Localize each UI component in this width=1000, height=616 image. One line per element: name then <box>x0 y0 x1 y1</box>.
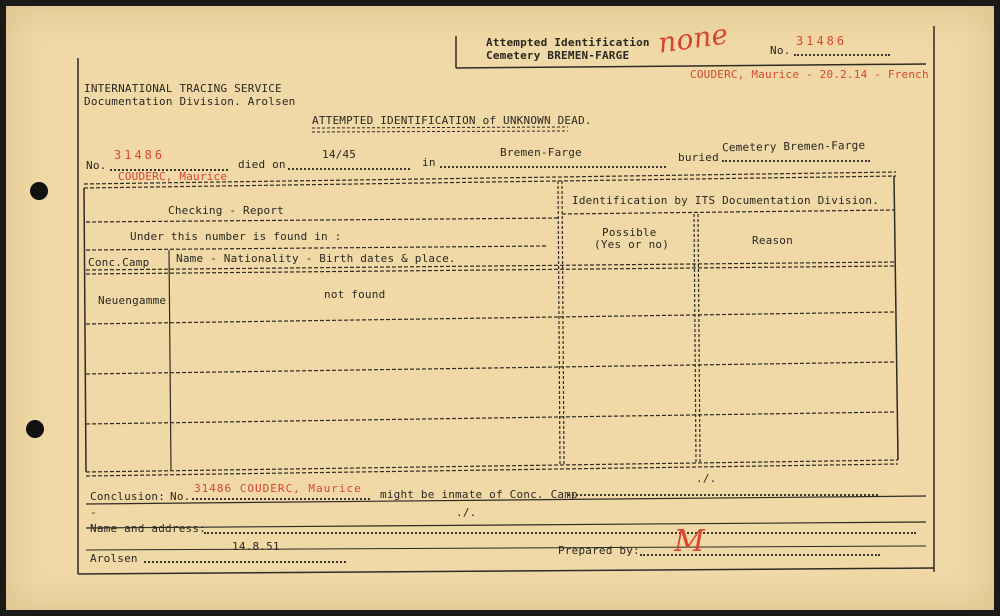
index-card <box>6 6 994 610</box>
identification-header: Identification by ITS Documentation Division. <box>572 194 880 207</box>
record-red-name: COUDERC, Maurice <box>118 170 228 183</box>
punch-hole-lower <box>26 420 44 438</box>
in-label: in <box>422 156 436 169</box>
under-number-header: Under this number is found in : <box>130 230 342 243</box>
name-address-label: Name and address: <box>90 522 206 535</box>
header-no-dotted-line <box>794 54 890 56</box>
buried-dotted-line <box>722 160 870 162</box>
header-line-2: Cemetery BREMEN-FARGE <box>486 49 630 62</box>
form-title: ATTEMPTED IDENTIFICATION of UNKNOWN DEAD. <box>312 114 592 127</box>
died-on-dotted-line <box>288 168 410 170</box>
name-nationality-column-header: Name - Nationality - Birth dates & place. <box>176 252 456 265</box>
footer-date: 14.8.51 <box>232 540 280 553</box>
in-value: Bremen-Farge <box>500 146 582 159</box>
conclusion-camp-value: ./. <box>696 472 717 485</box>
conclusion-dash: - <box>90 506 97 519</box>
in-dotted-line <box>440 166 666 168</box>
handwritten-none-note: none <box>656 17 731 60</box>
record-no-value: 31486 <box>114 148 166 162</box>
reason-header: Reason <box>752 234 793 247</box>
record-no-label: No. <box>86 159 107 172</box>
footer-place: Arolsen <box>90 552 138 565</box>
died-on-value: 14/45 <box>322 148 357 161</box>
row-camp: Neuengamme <box>98 294 167 307</box>
conclusion-camp-dotted-line <box>568 494 878 496</box>
conclusion-no-label: No. <box>170 490 191 503</box>
footer-date-dotted-line <box>144 561 346 563</box>
header-no-value: 31486 <box>796 34 848 48</box>
signature-initial: M <box>674 524 705 559</box>
possible-header-line-2: (Yes or no) <box>594 238 670 251</box>
header-no-label: No. <box>770 44 791 57</box>
prepared-by-label: Prepared by: <box>558 544 640 557</box>
name-address-dotted-line <box>204 532 916 534</box>
row-details: not found <box>324 288 386 301</box>
org-line-1: INTERNATIONAL TRACING SERVICE <box>84 82 282 95</box>
buried-value: Cemetery Bremen-Farge <box>721 138 866 155</box>
conclusion-text: might be inmate of Conc. Camp <box>380 488 578 501</box>
checking-report-header: Checking - Report <box>168 204 284 217</box>
red-annotation-top: COUDERC, Maurice - 20.2.14 - French <box>690 68 929 81</box>
header-line-1: Attempted Identification <box>486 36 650 49</box>
possible-header-line-1: Possible <box>602 226 657 239</box>
org-line-2: Documentation Division. Arolsen <box>84 95 296 108</box>
punch-hole-upper <box>30 182 48 200</box>
conclusion-red-value: 31486 COUDERC, Maurice <box>194 482 362 495</box>
conclusion-label: Conclusion: <box>90 490 166 503</box>
died-on-label: died on <box>238 158 286 171</box>
conclusion-no-dotted-line <box>192 498 370 500</box>
conc-camp-column-header: Conc.Camp <box>88 256 150 269</box>
buried-label: buried <box>678 151 719 164</box>
conclusion-mid-mark: ./. <box>456 506 477 519</box>
